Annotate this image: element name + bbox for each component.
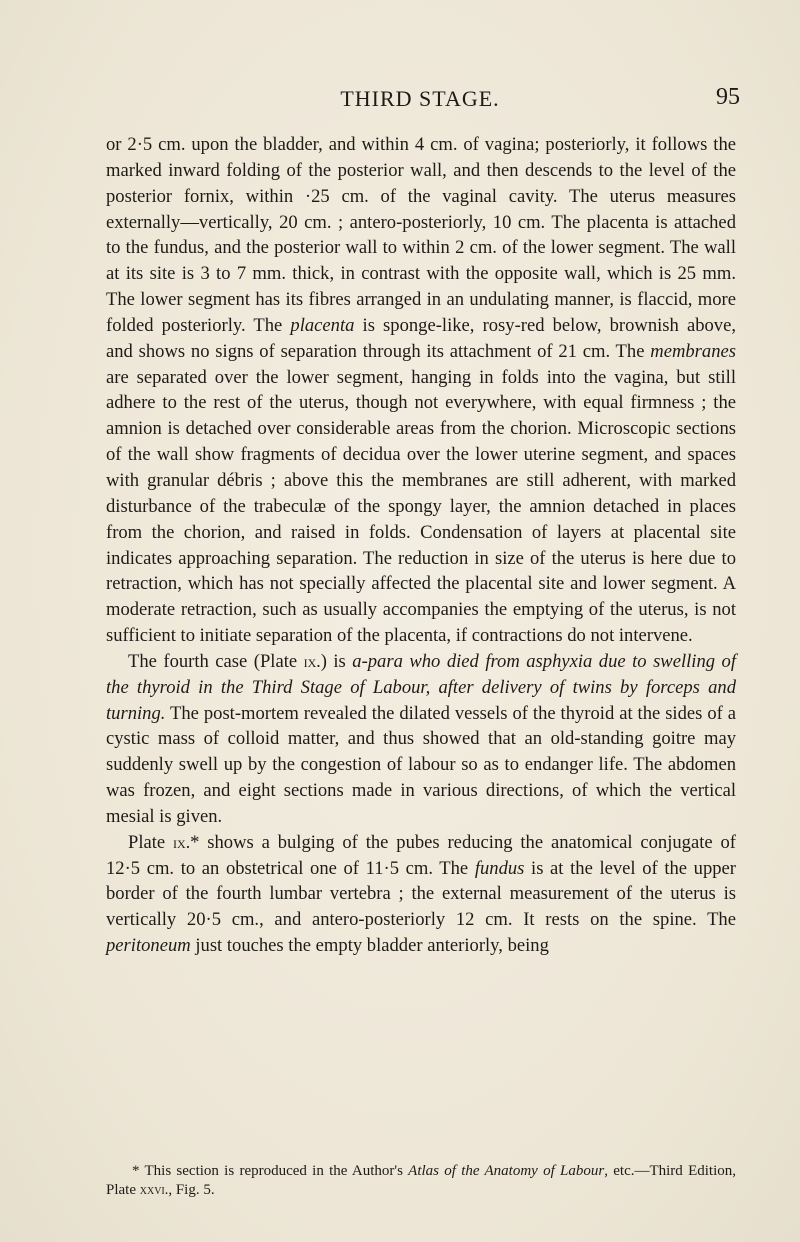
running-title: THIRD STAGE. <box>340 86 500 111</box>
page-number: 95 <box>716 84 740 110</box>
footnote <box>106 1162 736 1200</box>
text-run: is at the level of the upper border of the fourth lumbar vertebra ; the external measurement of the uterus is vertically 20·5 cm., and antero-posteriorly 12 cm. It rests on the spine. The <box>106 857 736 931</box>
text-run: Plate <box>128 831 174 853</box>
paragraph-2 <box>106 649 736 830</box>
plate-number: ix. <box>303 650 321 671</box>
text-run: just touches the empty bladder anteriorly, being <box>190 935 549 957</box>
italic-text: membranes <box>650 340 736 362</box>
text-run: are separated over the lower segment, hanging in folds into the vagina, but still adhere to the rest of the uterus, though not everywhere, with equal firmness ; the amnion is detached over considerable areas from the chorion. Microscopic sections of the wall show fragments of decidua over the lower uterine segment, and spaces with granular débris ; above this the membranes are still adherent, with marked disturbance of the trabeculæ of the spongy layer, the amnion detached in places from the chorion, and raised in folds. Condensation of layers at placental site indicates approaching separation. The reduction in size of the uterus is here due to retraction, which has not specially affected the placental site and lower segment. A moderate retraction, such as usually accompanies the emptying of the uterus, is not sufficient to initiate separation of the placenta, if contractions do not intervene. <box>106 366 736 647</box>
paragraph-1 <box>106 132 736 649</box>
italic-text: placenta <box>290 314 355 336</box>
italic-text: Atlas of the Anatomy of Labour <box>408 1163 605 1179</box>
text-run: * This section is reproduced in the Author's <box>132 1163 409 1179</box>
text-run: ) is <box>320 650 353 672</box>
text-run: , Fig. 5. <box>168 1182 215 1198</box>
body-text <box>106 132 736 959</box>
text-run: , etc.—Third Edition, Plate <box>106 1163 736 1198</box>
text-run: The fourth case (Plate <box>128 650 304 672</box>
text-run: The post-mortem revealed the dilated vessels of the thyroid at the sides of a cystic mass of colloid matter, and thus showed that an old-standing goitre may suddenly swell up by the congestion of labour so as to endanger life. The abdomen was frozen, and eight sections made in various directions, of which the vertical mesial is given. <box>106 702 736 827</box>
text-run: is sponge-like, rosy-red below, brownish above, and shows no signs of separation through its attachment of 21 cm. The <box>106 314 736 362</box>
plate-number: ix. <box>173 831 191 852</box>
italic-text: peritoneum <box>106 935 191 957</box>
footnote-text <box>106 1162 736 1200</box>
text-run: or 2·5 cm. upon the bladder, and within 4 cm. of vagina; posteriorly, it follows the marked inward folding of the posterior wall, and then descends to the level of the posterior fornix, within ·25 cm. of the vaginal cavity. The uterus measures externally—vertically, 20 cm. ; antero-posteriorly, 10 cm. The placenta is attached to the fundus, and the posterior wall to within 2 cm. of the lower segment. The wall at its site is 3 to 7 mm. thick, in contrast with the opposite wall, which is 25 mm. The lower segment has its fibres arranged in an undulating manner, is flaccid, more folded posteriorly. The <box>106 134 736 336</box>
paragraph-3 <box>106 830 736 959</box>
italic-text: fundus <box>474 857 525 879</box>
text-run: * shows a bulging of the pubes reducing the anatomical conjugate of 12·5 cm. to an obstetrical one of 11·5 cm. The <box>106 831 736 879</box>
plate-number: xxvi. <box>139 1182 169 1198</box>
italic-text: a-para who died from asphyxia due to swelling of the thyroid in the Third Stage of Labour, after delivery of twins by forceps and turning. <box>106 650 736 724</box>
running-head <box>100 80 740 120</box>
